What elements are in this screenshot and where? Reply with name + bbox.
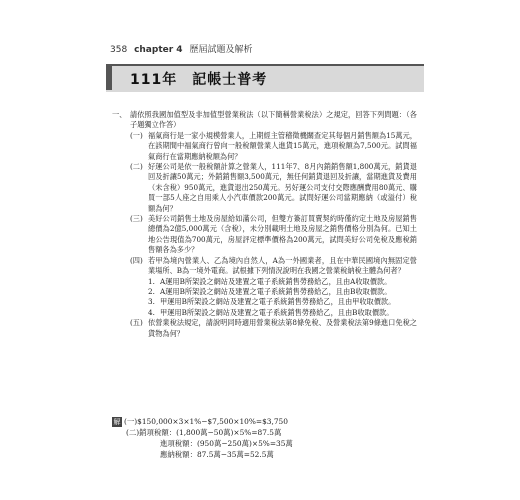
part-label: (二) xyxy=(130,162,143,172)
answer-line: 進項稅額：(950萬−250萬)×5%=35萬 xyxy=(160,439,293,448)
sub-item xyxy=(148,277,417,287)
part-label: (五) xyxy=(130,318,143,328)
question-body xyxy=(112,110,417,339)
sub-item-text: A運用B所架設之網站及建置之電子系統銷售勞務給乙，且由B收取價款。 xyxy=(160,286,392,296)
part-label: (一) xyxy=(130,130,143,140)
answer-badge: 解 xyxy=(113,418,121,426)
part-text: 依營業稅法規定，請說明同時適用營業稅法第8條免稅、及營業稅法第9條進口免稅之貨物為何？ xyxy=(148,318,417,338)
banner-accent xyxy=(106,66,112,90)
part-text: 好運公司是依一般稅額計算之營業人，111年7、8月內銷銷售額1,800萬元，銷貨退回及折讓50萬元；外銷銷售額3,500萬元，無任何銷貨退回及折讓，當期進貨及費用（未含稅）950萬元，進貨退出250萬元。另好運公司支付交際應酬費用80萬元、購買一部5人座之自用乘人小汽車價款200萬元。試問好運公司當期應納（或溢付）稅額為何？ xyxy=(148,162,417,213)
question-part xyxy=(130,162,417,214)
part-text: 若甲為境內營業人、乙為境內自然人，A為一外國業者，且在中華民國境內無固定營業場所、B為一境外電商。試根據下列情況說明在我國之營業稅納稅主體為何者？ xyxy=(148,255,417,276)
answer-line xyxy=(112,416,417,427)
running-header xyxy=(110,42,252,55)
part-label: (四) xyxy=(130,255,143,265)
sub-item-text: 甲運用B所架設之網站及建置之電子系統銷售勞務給乙，且由B收取價款。 xyxy=(160,307,394,317)
answer-line: (二)銷項稅額：(1,800萬−50萬)×5%=87.5萬 xyxy=(126,428,282,437)
sub-item-label: 4. xyxy=(148,307,155,317)
chapter-title: 歷屆試題及解析 xyxy=(189,45,253,55)
question-label: 一、 xyxy=(112,110,127,119)
part-label: (三) xyxy=(130,214,143,224)
part-text: 美好公司銷售土地及房屋給如滿公司，但雙方簽訂買賣契約時僅約定土地及房屋銷售總價為2億5,000萬元（含稅），未分別載明土地及房屋之銷售價格分別為何。已知土地公告現值為700萬元，房屋評定標準價格為200萬元，試問美好公司免稅及應稅銷售額各為多少？ xyxy=(148,214,417,255)
sub-item-label: 1. xyxy=(148,276,155,286)
section-title: 111年 記帳士普考 xyxy=(130,72,268,88)
question-text: 請依照我國加值型及非加值型營業稅法（以下簡稱營業稅法）之規定，回答下列問題：（各子題獨立作答） xyxy=(130,110,417,130)
sub-item xyxy=(148,297,417,307)
section-banner xyxy=(106,64,424,92)
sub-item-label: 3. xyxy=(148,297,155,307)
chapter-label: chapter 4 xyxy=(134,45,183,55)
answer-text: (一)$150,000×3×1%−$7,500×10%=$3,750 xyxy=(124,417,288,426)
question-intro xyxy=(112,110,417,131)
sub-item-text: 甲運用B所架設之網站及建置之電子系統銷售勞務給乙，且由甲收取價款。 xyxy=(160,297,396,307)
question-part xyxy=(130,131,417,162)
sub-item-text: A運用B所架設之網站及建置之電子系統銷售勞務給乙，且由A收取價款。 xyxy=(160,276,392,286)
question-part xyxy=(130,256,417,277)
question-part xyxy=(130,214,417,256)
sub-item-label: 2. xyxy=(148,286,155,296)
question-part xyxy=(130,318,417,339)
page-number: 358 xyxy=(110,45,128,55)
sub-item xyxy=(148,287,417,297)
answer-section xyxy=(112,416,417,460)
sub-item xyxy=(148,308,417,318)
part-text: 福氣商行是一家小規模營業人，上期經主管稽徵機關查定其每個月銷售額為15萬元，在該期間中福氣商行曾向一般稅額營業人進貨15萬元，進項稅額為7,500元。試問福氣商行在當期應納稅額為何？ xyxy=(148,130,417,161)
answer-line: 應納稅額：87.5萬−35萬=52.5萬 xyxy=(160,450,274,459)
